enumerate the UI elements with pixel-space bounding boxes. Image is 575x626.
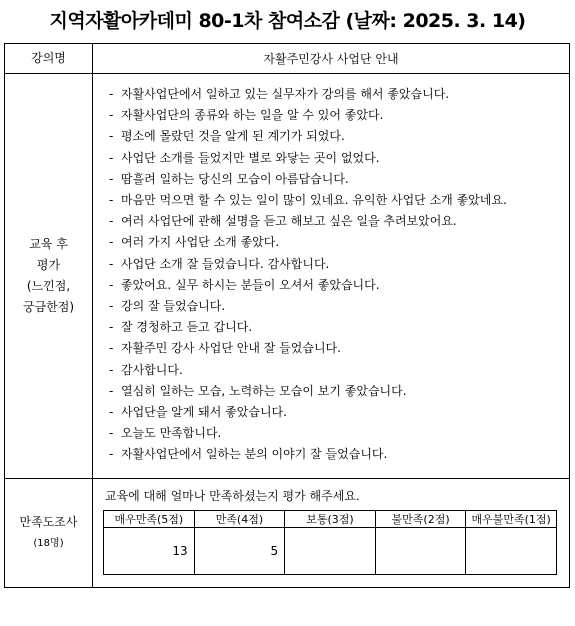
feedback-item (109, 211, 559, 232)
bullet-dash: - (109, 341, 114, 356)
feedback-item (109, 338, 559, 359)
feedback-label-line: 교육 후 (29, 236, 68, 251)
bullet-dash: - (109, 150, 114, 165)
feedback-item (109, 84, 559, 105)
satisfaction-content (93, 478, 570, 587)
satisfaction-label (5, 478, 93, 587)
rating-value: 13 (104, 527, 195, 574)
feedback-item (109, 275, 559, 296)
lecture-name-value: 자활주민강사 사업단 안내 (93, 44, 570, 74)
feedback-item-text: 사업단을 알게 돼서 좋았습니다. (121, 405, 287, 420)
feedback-item (109, 296, 559, 317)
survey-table (4, 43, 570, 588)
feedback-content (93, 74, 570, 479)
feedback-item-text: 강의 잘 들었습니다. (121, 299, 226, 314)
feedback-item (109, 444, 559, 465)
bullet-dash: - (109, 87, 114, 101)
rating-column-header: 매우불만족(1점) (466, 510, 557, 527)
bullet-dash: - (109, 299, 114, 314)
bullet-dash: - (109, 362, 114, 377)
rating-header-row (104, 510, 557, 527)
feedback-label (5, 74, 93, 479)
bullet-dash: - (109, 193, 114, 208)
feedback-item-text: 좋았어요. 실무 하시는 분들이 오셔서 좋았습니다. (121, 277, 380, 292)
bullet-dash: - (109, 129, 114, 144)
feedback-item (109, 190, 559, 211)
feedback-item-text: 감사합니다. (121, 362, 183, 377)
feedback-item-text: 열심히 일하는 모습, 노력하는 모습이 보기 좋았습니다. (121, 383, 407, 398)
feedback-item (109, 148, 559, 169)
feedback-item (109, 126, 559, 147)
feedback-item (109, 105, 559, 126)
feedback-item-text: 자활사업단의 종류와 하는 일을 알 수 있어 좋았다. (121, 108, 384, 123)
feedback-row (5, 74, 570, 479)
feedback-item-text: 자활사업단에서 일하는 분의 이야기 잘 들었습니다. (121, 447, 388, 462)
feedback-item (109, 254, 559, 275)
feedback-item (109, 169, 559, 190)
bullet-dash: - (109, 171, 114, 186)
feedback-item-text: 땀흘려 일하는 당신의 모습이 아름답습니다. (121, 171, 349, 186)
rating-column-header: 불만족(2점) (375, 510, 466, 527)
rating-value (285, 527, 376, 574)
feedback-item (109, 232, 559, 253)
bullet-dash: - (109, 405, 114, 420)
feedback-item-text: 여러 사업단에 관해 설명을 듣고 해보고 싶은 일을 추려보았어요. (121, 214, 457, 229)
feedback-item-text: 자활주민 강사 사업단 안내 잘 들었습니다. (121, 341, 341, 356)
feedback-item (109, 360, 559, 381)
lecture-name-label: 강의명 (5, 44, 93, 74)
feedback-item-text: 평소에 몰랐던 것을 알게 된 계기가 되었다. (121, 129, 345, 144)
rating-table (103, 510, 557, 575)
feedback-label-line: (느낀점, (26, 278, 71, 293)
feedback-list (93, 74, 569, 478)
satisfaction-question: 교육에 대해 얼마나 만족하셨는지 평가 해주세요. (105, 488, 360, 503)
rating-column-header: 보통(3점) (285, 510, 376, 527)
feedback-item-text: 자활사업단에서 일하고 있는 실무자가 강의를 해서 좋았습니다. (121, 87, 450, 101)
feedback-label-line: 평가 (36, 257, 61, 272)
feedback-item (109, 423, 559, 444)
rating-column-header: 매우만족(5점) (104, 510, 195, 527)
bullet-dash: - (109, 235, 114, 250)
feedback-item (109, 402, 559, 423)
bullet-dash: - (109, 426, 114, 441)
bullet-dash: - (109, 383, 114, 398)
feedback-item-text: 사업단 소개를 들었지만 별로 와닿는 곳이 없었다. (121, 150, 380, 165)
feedback-item (109, 317, 559, 338)
feedback-item-text: 여러 가지 사업단 소개 좋았다. (121, 235, 280, 250)
bullet-dash: - (109, 447, 114, 462)
satisfaction-label-text: 만족도조사 (19, 514, 78, 529)
feedback-item-text: 잘 경청하고 듣고 갑니다. (121, 320, 253, 335)
document-title: 지역자활아카데미 80-1차 참여소감 (날짜: 2025. 3. 14) (49, 10, 526, 32)
rating-value: 5 (194, 527, 285, 574)
feedback-item-text: 사업단 소개 잘 들었습니다. 감사합니다. (121, 256, 330, 271)
bullet-dash: - (109, 108, 114, 123)
respondent-count: (18명) (33, 537, 64, 549)
feedback-item-text: 마음만 먹으면 할 수 있는 일이 많이 있네요. 유익한 사업단 소개 좋았네요. (121, 193, 507, 208)
bullet-dash: - (109, 214, 114, 229)
feedback-item-text: 오늘도 만족합니다. (121, 426, 222, 441)
rating-column-header: 만족(4점) (194, 510, 285, 527)
lecture-row (5, 44, 570, 74)
rating-value (466, 527, 557, 574)
rating-values-row (104, 527, 557, 574)
bullet-dash: - (109, 277, 114, 292)
satisfaction-row (5, 478, 570, 587)
bullet-dash: - (109, 320, 114, 335)
rating-value (375, 527, 466, 574)
feedback-item (109, 381, 559, 402)
feedback-label-line: 궁금한점) (22, 299, 75, 314)
bullet-dash: - (109, 256, 114, 271)
